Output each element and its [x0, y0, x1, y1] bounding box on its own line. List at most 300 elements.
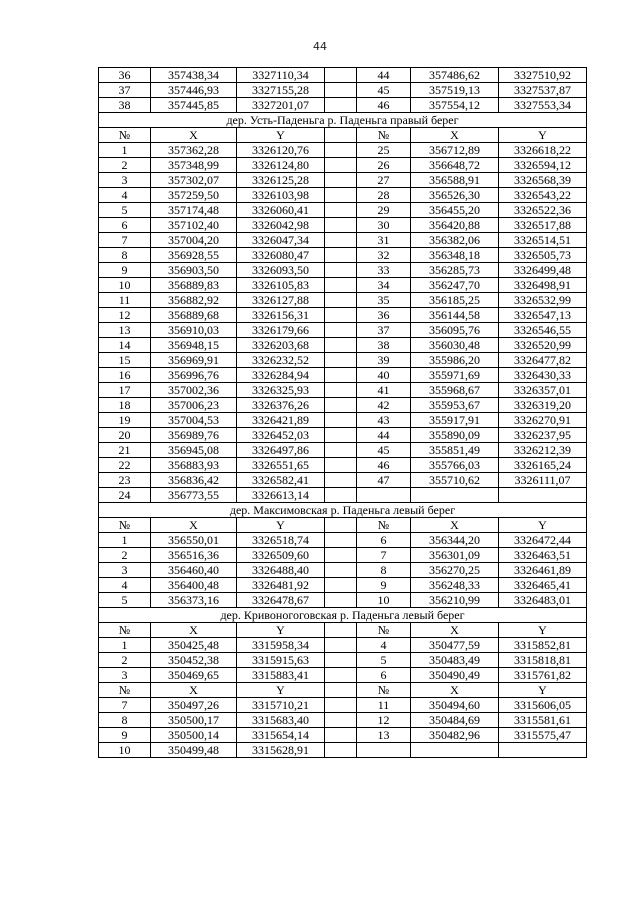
x-coordinate-cell: X — [151, 518, 237, 533]
x-coordinate-cell: 350494,60 — [411, 698, 499, 713]
y-coordinate-cell: 3326517,88 — [499, 218, 587, 233]
table-row — [99, 383, 587, 398]
x-coordinate-cell: 356773,55 — [151, 488, 237, 503]
point-number-cell: 1 — [99, 638, 151, 653]
y-coordinate-cell: 3326105,83 — [237, 278, 325, 293]
y-coordinate-cell: 3326505,73 — [499, 248, 587, 263]
y-coordinate-cell: 3315628,91 — [237, 743, 325, 758]
point-number-cell: 2 — [99, 653, 151, 668]
y-coordinate-cell: 3326284,94 — [237, 368, 325, 383]
y-coordinate-cell: 3326237,95 — [499, 428, 587, 443]
table-row — [99, 698, 587, 713]
y-coordinate-cell: 3327510,92 — [499, 68, 587, 83]
table-row — [99, 743, 587, 758]
table-row — [99, 218, 587, 233]
table-row — [99, 248, 587, 263]
table-row — [99, 488, 587, 503]
y-coordinate-cell: 3326613,14 — [237, 488, 325, 503]
x-coordinate-cell: 356373,16 — [151, 593, 237, 608]
point-number-cell: 11 — [99, 293, 151, 308]
x-coordinate-cell: 356903,50 — [151, 263, 237, 278]
point-number-cell: 12 — [357, 713, 411, 728]
spacer-cell — [325, 248, 357, 263]
point-number-cell: № — [357, 623, 411, 638]
spacer-cell — [325, 143, 357, 158]
y-coordinate-cell: 3326127,88 — [237, 293, 325, 308]
table-row — [99, 638, 587, 653]
x-coordinate-cell: 357174,48 — [151, 203, 237, 218]
x-coordinate-cell: 356285,73 — [411, 263, 499, 278]
table-row — [99, 203, 587, 218]
point-number-cell: 8 — [357, 563, 411, 578]
x-coordinate-cell: 350499,48 — [151, 743, 237, 758]
x-coordinate-cell: 357259,50 — [151, 188, 237, 203]
point-number-cell: 10 — [99, 743, 151, 758]
page-number: 44 — [313, 40, 327, 53]
x-coordinate-cell: 355766,03 — [411, 458, 499, 473]
y-coordinate-cell: 3326551,65 — [237, 458, 325, 473]
spacer-cell — [325, 698, 357, 713]
point-number-cell: № — [99, 518, 151, 533]
table-header-row — [99, 683, 587, 698]
point-number-cell: 37 — [357, 323, 411, 338]
point-number-cell: 43 — [357, 413, 411, 428]
y-coordinate-cell: 3326376,26 — [237, 398, 325, 413]
spacer-cell — [325, 533, 357, 548]
spacer-cell — [325, 353, 357, 368]
spacer-cell — [325, 668, 357, 683]
x-coordinate-cell: 350484,69 — [411, 713, 499, 728]
table-row — [99, 353, 587, 368]
table-header-row — [99, 518, 587, 533]
x-coordinate-cell: 350469,65 — [151, 668, 237, 683]
y-coordinate-cell — [499, 743, 587, 758]
table-row — [99, 458, 587, 473]
spacer-cell — [325, 728, 357, 743]
spacer-cell — [325, 683, 357, 698]
table-row — [99, 473, 587, 488]
y-coordinate-cell: Y — [499, 518, 587, 533]
y-coordinate-cell: 3326499,48 — [499, 263, 587, 278]
spacer-cell — [325, 383, 357, 398]
x-coordinate-cell: 356910,03 — [151, 323, 237, 338]
spacer-cell — [325, 218, 357, 233]
point-number-cell: 13 — [357, 728, 411, 743]
x-coordinate-cell: 350500,14 — [151, 728, 237, 743]
section-title-row — [99, 503, 587, 518]
x-coordinate-cell: 356185,25 — [411, 293, 499, 308]
x-coordinate-cell: 356455,20 — [411, 203, 499, 218]
table-row — [99, 338, 587, 353]
table-row — [99, 173, 587, 188]
x-coordinate-cell: 356883,93 — [151, 458, 237, 473]
y-coordinate-cell: Y — [237, 128, 325, 143]
y-coordinate-cell: 3326543,22 — [499, 188, 587, 203]
x-coordinate-cell: 356516,36 — [151, 548, 237, 563]
y-coordinate-cell: 3326325,93 — [237, 383, 325, 398]
y-coordinate-cell: 3326483,01 — [499, 593, 587, 608]
point-number-cell: № — [357, 518, 411, 533]
table-row — [99, 263, 587, 278]
spacer-cell — [325, 203, 357, 218]
spacer-cell — [325, 278, 357, 293]
y-coordinate-cell: 3315761,82 — [499, 668, 587, 683]
table-row — [99, 68, 587, 83]
table-row — [99, 443, 587, 458]
point-number-cell: 11 — [357, 698, 411, 713]
y-coordinate-cell: 3326111,07 — [499, 473, 587, 488]
point-number-cell: 2 — [99, 548, 151, 563]
x-coordinate-cell: 356344,20 — [411, 533, 499, 548]
point-number-cell: 9 — [99, 263, 151, 278]
x-coordinate-cell: 357348,99 — [151, 158, 237, 173]
x-coordinate-cell: X — [151, 128, 237, 143]
y-coordinate-cell: 3315654,14 — [237, 728, 325, 743]
x-coordinate-cell: 356889,83 — [151, 278, 237, 293]
x-coordinate-cell: 356882,92 — [151, 293, 237, 308]
x-coordinate-cell: X — [411, 518, 499, 533]
table-row — [99, 308, 587, 323]
y-coordinate-cell: 3326582,41 — [237, 473, 325, 488]
point-number-cell: 7 — [99, 698, 151, 713]
point-number-cell: 8 — [99, 713, 151, 728]
y-coordinate-cell: 3326488,40 — [237, 563, 325, 578]
y-coordinate-cell: 3326532,99 — [499, 293, 587, 308]
point-number-cell: 26 — [357, 158, 411, 173]
y-coordinate-cell: 3326594,12 — [499, 158, 587, 173]
x-coordinate-cell: 357445,85 — [151, 98, 237, 113]
y-coordinate-cell: 3326093,50 — [237, 263, 325, 278]
section-title: дер. Кривоногоговская р. Паденьга левый берег — [99, 608, 587, 623]
table-row — [99, 233, 587, 248]
y-coordinate-cell: 3326232,52 — [237, 353, 325, 368]
x-coordinate-cell: 357102,40 — [151, 218, 237, 233]
point-number-cell: 4 — [99, 188, 151, 203]
point-number-cell: 14 — [99, 338, 151, 353]
y-coordinate-cell: 3315852,81 — [499, 638, 587, 653]
x-coordinate-cell: X — [151, 623, 237, 638]
y-coordinate-cell: Y — [237, 623, 325, 638]
table-row — [99, 398, 587, 413]
x-coordinate-cell: 357438,34 — [151, 68, 237, 83]
point-number-cell: № — [357, 683, 411, 698]
table-row — [99, 713, 587, 728]
x-coordinate-cell: 350452,38 — [151, 653, 237, 668]
y-coordinate-cell: 3326518,74 — [237, 533, 325, 548]
table-row — [99, 323, 587, 338]
section-title: дер. Максимовская р. Паденьга левый берег — [99, 503, 587, 518]
point-number-cell: 6 — [357, 668, 411, 683]
point-number-cell: 42 — [357, 398, 411, 413]
x-coordinate-cell: 356210,99 — [411, 593, 499, 608]
point-number-cell: 12 — [99, 308, 151, 323]
y-coordinate-cell: 3315575,47 — [499, 728, 587, 743]
table-header-row — [99, 623, 587, 638]
spacer-cell — [325, 518, 357, 533]
y-coordinate-cell: 3315581,61 — [499, 713, 587, 728]
x-coordinate-cell: 356836,42 — [151, 473, 237, 488]
point-number-cell: 22 — [99, 458, 151, 473]
x-coordinate-cell: 356030,48 — [411, 338, 499, 353]
y-coordinate-cell: 3326520,99 — [499, 338, 587, 353]
y-coordinate-cell: 3326103,98 — [237, 188, 325, 203]
spacer-cell — [325, 323, 357, 338]
x-coordinate-cell: 350500,17 — [151, 713, 237, 728]
x-coordinate-cell: 357446,93 — [151, 83, 237, 98]
spacer-cell — [325, 338, 357, 353]
x-coordinate-cell: 356460,40 — [151, 563, 237, 578]
y-coordinate-cell: Y — [499, 683, 587, 698]
spacer-cell — [325, 653, 357, 668]
y-coordinate-cell — [499, 488, 587, 503]
point-number-cell: 40 — [357, 368, 411, 383]
y-coordinate-cell: Y — [499, 623, 587, 638]
point-number-cell: 25 — [357, 143, 411, 158]
x-coordinate-cell: 355971,69 — [411, 368, 499, 383]
y-coordinate-cell: 3315683,40 — [237, 713, 325, 728]
y-coordinate-cell: 3326179,66 — [237, 323, 325, 338]
point-number-cell: 9 — [357, 578, 411, 593]
coordinates-table — [98, 67, 587, 758]
y-coordinate-cell: Y — [237, 683, 325, 698]
x-coordinate-cell: 356712,89 — [411, 143, 499, 158]
y-coordinate-cell: 3326042,98 — [237, 218, 325, 233]
spacer-cell — [325, 488, 357, 503]
point-number-cell: 31 — [357, 233, 411, 248]
x-coordinate-cell: 357004,53 — [151, 413, 237, 428]
y-coordinate-cell: 3315710,21 — [237, 698, 325, 713]
x-coordinate-cell: X — [411, 683, 499, 698]
table-row — [99, 593, 587, 608]
x-coordinate-cell: 350490,49 — [411, 668, 499, 683]
y-coordinate-cell: 3326522,36 — [499, 203, 587, 218]
point-number-cell: 10 — [99, 278, 151, 293]
y-coordinate-cell: 3326477,82 — [499, 353, 587, 368]
y-coordinate-cell: 3326472,44 — [499, 533, 587, 548]
spacer-cell — [325, 413, 357, 428]
table-row — [99, 98, 587, 113]
point-number-cell: 33 — [357, 263, 411, 278]
y-coordinate-cell: 3326465,41 — [499, 578, 587, 593]
y-coordinate-cell: 3326618,22 — [499, 143, 587, 158]
table-row — [99, 188, 587, 203]
point-number-cell: 38 — [99, 98, 151, 113]
y-coordinate-cell: 3326461,89 — [499, 563, 587, 578]
x-coordinate-cell: 357486,62 — [411, 68, 499, 83]
x-coordinate-cell: 355890,09 — [411, 428, 499, 443]
point-number-cell: 41 — [357, 383, 411, 398]
point-number-cell: 10 — [357, 593, 411, 608]
spacer-cell — [325, 428, 357, 443]
y-coordinate-cell: 3326430,33 — [499, 368, 587, 383]
x-coordinate-cell: 350425,48 — [151, 638, 237, 653]
spacer-cell — [325, 263, 357, 278]
x-coordinate-cell: 356095,76 — [411, 323, 499, 338]
y-coordinate-cell: 3326498,91 — [499, 278, 587, 293]
point-number-cell — [357, 488, 411, 503]
x-coordinate-cell: 356945,08 — [151, 443, 237, 458]
point-number-cell: 37 — [99, 83, 151, 98]
table-row — [99, 143, 587, 158]
y-coordinate-cell: 3326124,80 — [237, 158, 325, 173]
x-coordinate-cell: 356588,91 — [411, 173, 499, 188]
y-coordinate-cell: 3326509,60 — [237, 548, 325, 563]
spacer-cell — [325, 578, 357, 593]
point-number-cell: 36 — [357, 308, 411, 323]
y-coordinate-cell: 3327537,87 — [499, 83, 587, 98]
x-coordinate-cell: 356648,72 — [411, 158, 499, 173]
x-coordinate-cell: 355953,67 — [411, 398, 499, 413]
spacer-cell — [325, 443, 357, 458]
y-coordinate-cell: 3326463,51 — [499, 548, 587, 563]
point-number-cell: 3 — [99, 668, 151, 683]
y-coordinate-cell: 3326497,86 — [237, 443, 325, 458]
x-coordinate-cell: 356550,01 — [151, 533, 237, 548]
x-coordinate-cell — [411, 743, 499, 758]
x-coordinate-cell: 356996,76 — [151, 368, 237, 383]
x-coordinate-cell: 355968,67 — [411, 383, 499, 398]
point-number-cell — [357, 743, 411, 758]
point-number-cell: 29 — [357, 203, 411, 218]
y-coordinate-cell: 3326125,28 — [237, 173, 325, 188]
point-number-cell: 17 — [99, 383, 151, 398]
point-number-cell: 18 — [99, 398, 151, 413]
point-number-cell: 4 — [99, 578, 151, 593]
y-coordinate-cell: 3327110,34 — [237, 68, 325, 83]
y-coordinate-cell: 3326568,39 — [499, 173, 587, 188]
y-coordinate-cell: 3326357,01 — [499, 383, 587, 398]
y-coordinate-cell: Y — [499, 128, 587, 143]
y-coordinate-cell: 3326478,67 — [237, 593, 325, 608]
y-coordinate-cell: 3315606,05 — [499, 698, 587, 713]
spacer-cell — [325, 743, 357, 758]
point-number-cell: 9 — [99, 728, 151, 743]
x-coordinate-cell: 355710,62 — [411, 473, 499, 488]
point-number-cell: 5 — [99, 593, 151, 608]
point-number-cell: 32 — [357, 248, 411, 263]
point-number-cell: 15 — [99, 353, 151, 368]
point-number-cell: 45 — [357, 443, 411, 458]
point-number-cell: № — [99, 623, 151, 638]
table-row — [99, 653, 587, 668]
spacer-cell — [325, 293, 357, 308]
spacer-cell — [325, 368, 357, 383]
x-coordinate-cell: 357004,20 — [151, 233, 237, 248]
point-number-cell: 5 — [357, 653, 411, 668]
x-coordinate-cell: 357519,13 — [411, 83, 499, 98]
x-coordinate-cell: 357302,07 — [151, 173, 237, 188]
point-number-cell: 36 — [99, 68, 151, 83]
spacer-cell — [325, 83, 357, 98]
point-number-cell: 28 — [357, 188, 411, 203]
x-coordinate-cell: 356948,15 — [151, 338, 237, 353]
table-row — [99, 293, 587, 308]
table-row — [99, 578, 587, 593]
point-number-cell: 19 — [99, 413, 151, 428]
spacer-cell — [325, 188, 357, 203]
x-coordinate-cell: 356248,33 — [411, 578, 499, 593]
point-number-cell: 23 — [99, 473, 151, 488]
section-title: дер. Усть-Паденьга р. Паденьга правый берег — [99, 113, 587, 128]
x-coordinate-cell: 356420,88 — [411, 218, 499, 233]
x-coordinate-cell: 356247,70 — [411, 278, 499, 293]
x-coordinate-cell: 356270,25 — [411, 563, 499, 578]
table-row — [99, 83, 587, 98]
point-number-cell: 27 — [357, 173, 411, 188]
y-coordinate-cell: 3326270,91 — [499, 413, 587, 428]
spacer-cell — [325, 98, 357, 113]
y-coordinate-cell: 3326165,24 — [499, 458, 587, 473]
y-coordinate-cell: 3327201,07 — [237, 98, 325, 113]
y-coordinate-cell: 3326080,47 — [237, 248, 325, 263]
point-number-cell: 3 — [99, 563, 151, 578]
point-number-cell: 7 — [357, 548, 411, 563]
x-coordinate-cell — [411, 488, 499, 503]
point-number-cell: 44 — [357, 428, 411, 443]
y-coordinate-cell: 3326546,55 — [499, 323, 587, 338]
spacer-cell — [325, 563, 357, 578]
spacer-cell — [325, 233, 357, 248]
x-coordinate-cell: 356301,09 — [411, 548, 499, 563]
point-number-cell: 46 — [357, 98, 411, 113]
spacer-cell — [325, 638, 357, 653]
x-coordinate-cell: 356969,91 — [151, 353, 237, 368]
point-number-cell: 20 — [99, 428, 151, 443]
y-coordinate-cell: 3326120,76 — [237, 143, 325, 158]
spacer-cell — [325, 623, 357, 638]
y-coordinate-cell: 3315883,41 — [237, 668, 325, 683]
y-coordinate-cell: 3326481,92 — [237, 578, 325, 593]
y-coordinate-cell: 3327155,28 — [237, 83, 325, 98]
point-number-cell: 38 — [357, 338, 411, 353]
y-coordinate-cell: 3326514,51 — [499, 233, 587, 248]
y-coordinate-cell: 3326156,31 — [237, 308, 325, 323]
point-number-cell: 1 — [99, 143, 151, 158]
x-coordinate-cell: 357554,12 — [411, 98, 499, 113]
point-number-cell: 3 — [99, 173, 151, 188]
spacer-cell — [325, 713, 357, 728]
y-coordinate-cell: 3326203,68 — [237, 338, 325, 353]
x-coordinate-cell: 350497,26 — [151, 698, 237, 713]
y-coordinate-cell: 3326547,13 — [499, 308, 587, 323]
spacer-cell — [325, 308, 357, 323]
table-row — [99, 563, 587, 578]
y-coordinate-cell: 3326319,20 — [499, 398, 587, 413]
table-row — [99, 413, 587, 428]
point-number-cell: № — [99, 683, 151, 698]
point-number-cell: 8 — [99, 248, 151, 263]
x-coordinate-cell: 355986,20 — [411, 353, 499, 368]
y-coordinate-cell: 3315818,81 — [499, 653, 587, 668]
x-coordinate-cell: 356144,58 — [411, 308, 499, 323]
x-coordinate-cell: 356400,48 — [151, 578, 237, 593]
point-number-cell: 2 — [99, 158, 151, 173]
table-row — [99, 728, 587, 743]
point-number-cell: 6 — [99, 218, 151, 233]
point-number-cell: 1 — [99, 533, 151, 548]
point-number-cell: 13 — [99, 323, 151, 338]
point-number-cell: 39 — [357, 353, 411, 368]
point-number-cell: 7 — [99, 233, 151, 248]
section-title-row — [99, 608, 587, 623]
y-coordinate-cell: 3326212,39 — [499, 443, 587, 458]
point-number-cell: 44 — [357, 68, 411, 83]
spacer-cell — [325, 593, 357, 608]
section-title-row — [99, 113, 587, 128]
x-coordinate-cell: 356382,06 — [411, 233, 499, 248]
x-coordinate-cell: 350483,49 — [411, 653, 499, 668]
y-coordinate-cell: 3315958,34 — [237, 638, 325, 653]
